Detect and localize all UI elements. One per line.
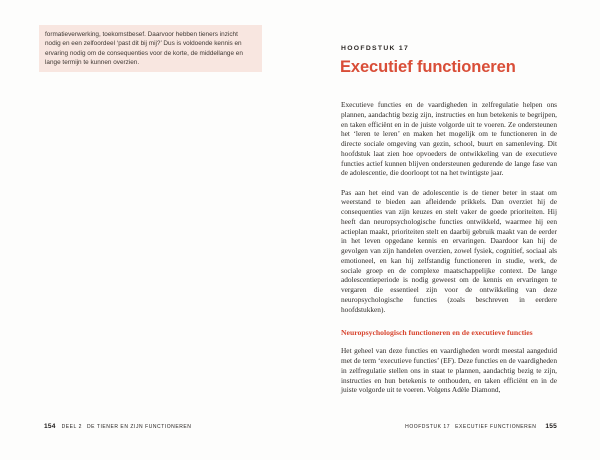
left-footer-part-label: DEEL 2	[61, 424, 82, 430]
callout-box	[39, 25, 262, 72]
chapter-kicker: HOOFDSTUK 17	[341, 45, 410, 52]
body-paragraph: Het geheel van deze functies en vaardigheden wordt meestal aangeduid met de term ‘executieve functies’ (EF). Deze functies en de vaardigheden in zelfregulatie stellen ons in staat te plannen, aandachtig bezig te zijn, instructies en hun betekenis te onthouden, en taken efficiënt en in de juiste volgorde uit te voeren. Volgens Adèle Diamond,	[341, 346, 557, 395]
right-page-number: 155	[545, 423, 557, 430]
chapter-title: Executief functioneren	[340, 58, 516, 76]
left-footer	[44, 423, 191, 430]
section-heading: Neuropsychologisch functioneren en de executieve functies	[341, 328, 533, 338]
body-paragraph: Pas aan het eind van de adolescentie is de tiener beter in staat om weerstand te bieden aan afleidende prikkels. Dan overziet hij de consequenties van zijn keuzes en stelt vaker de goede prioriteiten. Hij heeft dan neuropsychologische functies ontwikkeld, waarmee hij een actieplan maakt, prioriteiten stelt en daarbij gebruik maakt van de eerder in het leven opgedane kennis en ervaringen. Daardoor kan hij de gevolgen van zijn handelen overzien, zowel fysiek, cognitief, sociaal als emotioneel, en kan hij zelfstandig functioneren in studie, werk, de sociale groep en de complexe maatschappelijke context. De lange adolescentieperiode is nodig geweest om de kennis en ervaringen te vergaren die essentieel zijn voor de ontwikkeling van deze neuropsychologische functies (zoals beschreven in eerdere hoofdstukken).	[341, 187, 557, 314]
right-footer	[405, 423, 557, 430]
callout-text: formatieverwerking, toekomstbesef. Daarvoor hebben tieners inzicht nodig en een zelfoordeel ‘past dit bij mij?’ Dus is voldoende kennis en ervaring nodig om de consequenties voor de korte, de middellange en lange termijn te kunnen overzien.	[45, 30, 243, 67]
body-column	[341, 100, 557, 405]
right-footer-chapter-title: EXECUTIEF FUNCTIONEREN	[455, 424, 537, 430]
body-paragraph: Executieve functies en de vaardigheden in zelfregulatie helpen ons plannen, aandachtig bezig zijn, instructies en hun betekenis te begrijpen, en taken efficiënt en in de juiste volgorde uit te voeren. Ze ondersteunen het ‘leren te leren’ en maken het mogelijk om te functioneren in de directe sociale omgeving van gezin, school, buurt en samenleving. Dit hoofdstuk laat zien hoe opvoeders de ontwikkeling van de executieve functies actief kunnen blijven ondersteunen gedurende de lange fase van de adolescentie, die doorloopt tot na het twintigste jaar.	[341, 100, 557, 178]
left-footer-part-title: DE TIENER EN ZIJN FUNCTIONEREN	[86, 424, 192, 430]
left-page-number: 154	[44, 423, 56, 430]
right-footer-chapter-label: HOOFDSTUK 17	[405, 424, 451, 430]
